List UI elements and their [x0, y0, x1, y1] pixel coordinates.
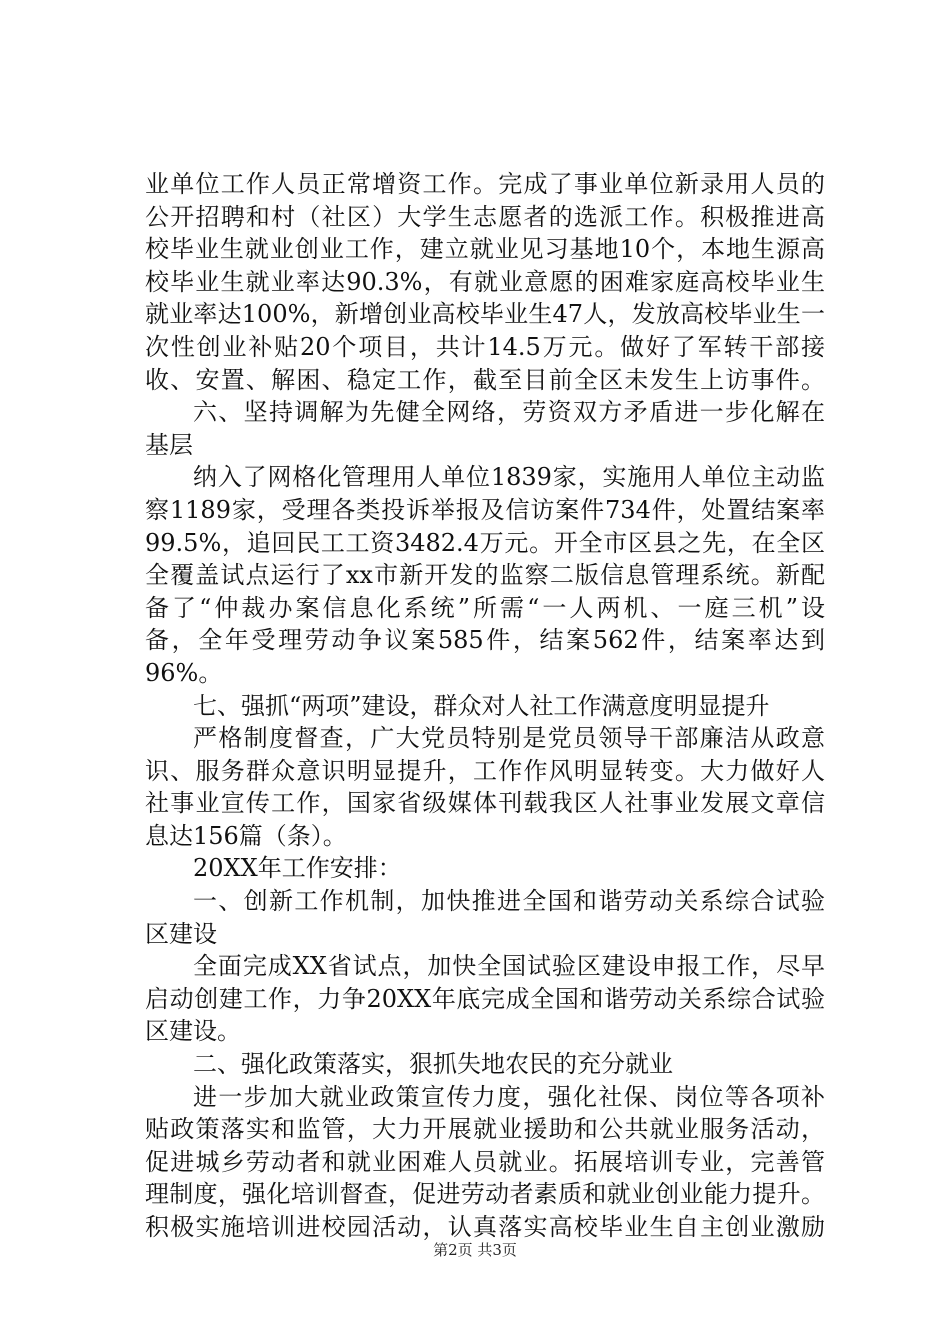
text-line: 七、强抓“两项”建设，群众对人社工作满意度明显提升 — [193, 691, 770, 720]
text-line: 公开招聘和村（社区）大学生志愿者的选派工作。积极推进高 — [145, 202, 825, 231]
text-line: 99.5%，追回民工工资3482.4万元。开全市区县之先，在全区 — [145, 528, 825, 557]
text-line: 启动创建工作，力争20XX年底完成全国和谐劳动关系综合试验 — [145, 984, 825, 1013]
text-line: 社事业宣传工作，国家省级媒体刊载我区人社事业发展文章信 — [145, 789, 825, 818]
text-line: 促进城乡劳动者和就业困难人员就业。拓展培训专业，完善管 — [145, 1147, 825, 1176]
text-line: 收、安置、解困、稳定工作，截至目前全区未发生上访事件。 — [145, 365, 825, 394]
text-line: 纳入了网格化管理用人单位1839家，实施用人单位主动监 — [193, 463, 825, 492]
text-line: 基层 — [145, 430, 193, 459]
document-body — [145, 168, 825, 1244]
text-line: 息达156篇（条）。 — [145, 821, 347, 850]
text-line: 全覆盖试点运行了xx市新开发的监察二版信息管理系统。新配 — [145, 561, 825, 590]
text-line: 校毕业生就业创业工作，建立就业见习基地10个，本地生源高 — [145, 235, 825, 264]
text-line: 就业率达100%，新增创业高校毕业生47人，发放高校毕业生一 — [145, 300, 825, 329]
text-line: 次性创业补贴20个项目，共计14.5万元。做好了军转干部接 — [145, 332, 825, 361]
text-line: 区建设。 — [145, 1017, 241, 1046]
text-line: 察1189家，受理各类投诉举报及信访案件734件，处置结案率 — [145, 495, 825, 524]
text-line: 区建设 — [145, 919, 217, 948]
text-line: 积极实施培训进校园活动，认真落实高校毕业生自主创业激励 — [145, 1213, 825, 1241]
text-line: 96%。 — [145, 658, 223, 687]
text-line: 进一步加大就业政策宣传力度，强化社保、岗位等各项补 — [193, 1082, 825, 1111]
text-line: 一、创新工作机制，加快推进全国和谐劳动关系综合试验 — [193, 887, 825, 916]
text-line: 识、服务群众意识明显提升，工作作风明显转变。大力做好人 — [145, 756, 825, 785]
page-footer: 第2页 共3页 — [433, 1241, 517, 1259]
text-line: 校毕业生就业率达90.3%，有就业意愿的困难家庭高校毕业生 — [145, 267, 825, 296]
text-line: 严格制度督查，广大党员特别是党员领导干部廉洁从政意 — [193, 724, 825, 753]
text-line: 理制度，强化培训督查，促进劳动者素质和就业创业能力提升。 — [145, 1180, 825, 1209]
text-line: 贴政策落实和监管，大力开展就业援助和公共就业服务活动， — [145, 1115, 825, 1144]
text-line: 二、强化政策落实，狠抓失地农民的充分就业 — [193, 1050, 673, 1079]
text-line: 20XX年工作安排： — [193, 854, 402, 883]
text-line: 全面完成XX省试点，加快全国试验区建设申报工作，尽早 — [193, 952, 825, 981]
text-line: 备了“仲裁办案信息化系统”所需“一人两机、一庭三机”设 — [145, 593, 825, 622]
text-line: 业单位工作人员正常增资工作。完成了事业单位新录用人员的 — [145, 170, 825, 198]
text-line: 六、坚持调解为先健全网络，劳资双方矛盾进一步化解在 — [193, 398, 825, 427]
text-line: 备，全年受理劳动争议案585件，结案562件，结案率达到 — [145, 626, 825, 655]
